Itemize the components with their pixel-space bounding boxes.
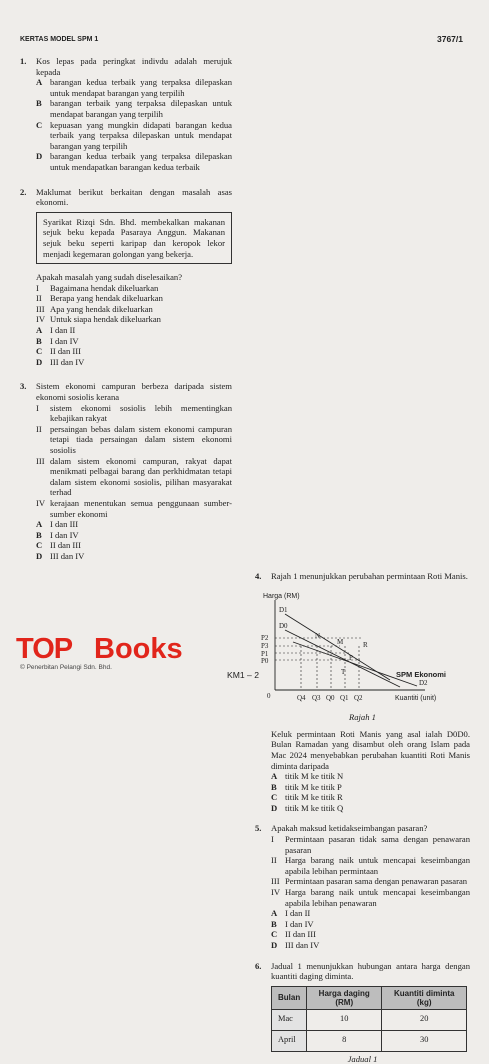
q5-roman-2: II Harga barang naik untuk mencapai keseimbangan apabila lebihan permintaan xyxy=(271,855,470,876)
label-q1: Q1 xyxy=(340,694,349,703)
q5-stem: Apakah maksud ketidakseimbangan pasaran? xyxy=(271,823,428,834)
label-d1: D1 xyxy=(279,606,288,615)
question-5: 5. Apakah maksud ketidakseimbangan pasaran? I Permintaan pasaran tidak sama dengan penawaran pasaran II Harga barang naik untuk mencapai keseimbangan apabila lebihan permintaan III Permintaan pasaran sama dengan penawaran pasaran IV Harga barang naik untuk mencapai keseimbangan apabila lebihan penawaran A I dan II B I dan IV C II dan III D III dan IV xyxy=(255,823,470,950)
q5-option-d[interactable]: D III dan IV xyxy=(271,940,320,950)
logo-books-text: Books xyxy=(94,633,183,665)
q5-roman-3: III Permintaan pasaran sama dengan penawaran pasaran xyxy=(271,876,468,887)
label-p1: P1 xyxy=(261,650,269,659)
col-header-price: Harga daging (RM) xyxy=(307,986,382,1009)
logo-top-text: TOP xyxy=(16,633,73,665)
col-header-month: Bulan xyxy=(272,986,307,1009)
label-p2: P2 xyxy=(261,634,269,643)
q1-stem: Kos lepas pada peringkat indivdu adalah merujuk kepada xyxy=(36,56,232,77)
label-p3: P3 xyxy=(261,642,269,651)
label-d2: D2 xyxy=(419,679,428,688)
q2-roman-4: IV Untuk siapa hendak dikeluarkan xyxy=(36,314,161,325)
q3-option-c[interactable]: C II dan III xyxy=(36,540,82,551)
question-3: 3. Sistem ekonomi campuran berbeza daripada sistem ekonomi sosiolis kerana I sistem ekonomi sosiolis lebih mementingkan kebajikan rakyat II persaingan bebas dalam sistem ekonomi campuran tetapi tiada persaingan dalam sistem ekonomi sosiolis III dalam sistem ekonomi campuran, rakyat dapat menikmati pelbagai barang dan perkhidmatan tetapi dalam sistem ekonomi sosiolis, pilihan masyarakat terhad IV kerajaan menentukan semua penggunaan sumber-sumber ekonomi A I dan III B I dan IV C II dan III D III dan IV xyxy=(20,381,232,561)
q4-paragraph: Keluk permintaan Roti Manis yang asal ialah D0D0. Bulan Ramadan yang disambut oleh orang Islam pada Mac 2024 menyebabkan perubahan kuantiti Roti Manis diminta daripada xyxy=(271,728,470,771)
q2-info-box: Syarikat Rizqi Sdn. Bhd. membekalkan makanan sejuk beku kepada Pasaraya Anggun. Makanan sejuk beku seperti karipap dan keropok lekor menjadi kegemaran golongan yang bekerja. xyxy=(36,212,232,264)
subject-label: SPM Ekonomi xyxy=(396,670,447,679)
q3-stem: Sistem ekonomi campuran berbeza daripada sistem ekonomi sosiolis kerana xyxy=(36,381,232,403)
paper-code: 3767/1 xyxy=(437,34,463,44)
price-quantity-table xyxy=(271,986,467,1052)
table-row: April 8 30 xyxy=(272,1030,467,1051)
q5-option-c[interactable]: C II dan III xyxy=(271,929,317,940)
right-column xyxy=(255,571,470,1064)
q3-roman-1: I sistem ekonomi sosiolis lebih mementingkan kebajikan rakyat xyxy=(36,402,232,424)
q3-option-b[interactable]: B I dan IV xyxy=(36,529,79,540)
q4-option-a[interactable]: A titik M ke titik N xyxy=(271,771,344,782)
q2-stem: Maklumat berikut berkaitan dengan masalah asas ekonomi. xyxy=(36,186,232,208)
label-p0: P0 xyxy=(261,657,269,666)
q1-option-b[interactable]: B barangan terbaik yang terpaksa dilepaskan untuk mendapat barangan yang terpilih xyxy=(36,98,232,119)
x-axis-label: Kuantiti (unit) xyxy=(395,695,437,703)
q3-roman-3: III dalam sistem ekonomi campuran, rakyat dapat menikmati pelbagai barang dan perkhidmatan tetapi dalam sistem ekonomi sosiolis, pilihan masyarakat terhad xyxy=(36,455,232,498)
question-1: 1. Kos lepas pada peringkat indivdu adalah merujuk kepada A barangan kedua terbaik yang terpaksa dilepaskan untuk mendapat barangan yang terpilih B barangan terbaik yang terpaksa dilepaskan untuk mendapat barangan yang terpilih C kepuasan yang mungkin didapati barangan kedua terbaik yang terpaksa dilepaskan untuk mendapat barangan yang terpilih D barangan kedua terbaik yang terpaksa dilepaskan untuk mendapatkan barangan kedua terbaik xyxy=(20,56,232,172)
q4-option-d[interactable]: D titik M ke titik Q xyxy=(271,802,344,813)
q5-option-b[interactable]: B I dan IV xyxy=(271,918,314,929)
q3-option-d[interactable]: D III dan IV xyxy=(36,550,85,561)
question-4-body xyxy=(255,729,470,814)
label-m: M xyxy=(337,638,344,647)
q2-option-a[interactable]: A I dan II xyxy=(36,325,76,336)
q2-option-c[interactable]: C II dan III xyxy=(36,346,82,357)
col-header-quantity: Kuantiti diminta (kg) xyxy=(382,986,467,1009)
label-p: P xyxy=(349,654,353,663)
q3-option-a[interactable]: A I dan III xyxy=(36,519,79,530)
q4-option-b[interactable]: B titik M ke titik P xyxy=(271,781,342,792)
diagram-svg xyxy=(255,590,465,710)
q5-roman-1: I Permintaan pasaran tidak sama dengan penawaran pasaran xyxy=(271,834,470,855)
q3-roman-2: II persaingan bebas dalam sistem ekonomi campuran tetapi tiada persaingan dalam sistem ekonomi sosiolis xyxy=(36,423,232,455)
q5-roman-4: IV Harga barang naik untuk mencapai keseimbangan apabila lebihan penawaran xyxy=(271,887,470,908)
q5-option-a[interactable]: A I dan II xyxy=(271,908,311,919)
topbooks-logo xyxy=(16,633,221,673)
curve-d2 xyxy=(293,642,417,686)
question-4: 4. Rajah 1 menunjukkan perubahan permintaan Roti Manis. xyxy=(255,571,470,582)
q2-option-b[interactable]: B I dan IV xyxy=(36,335,79,346)
label-r: R xyxy=(363,641,368,650)
publisher-credit: © Penerbitan Pelangi Sdn. Bhd. xyxy=(20,664,112,671)
q1-option-d[interactable]: D barangan kedua terbaik yang terpaksa dilepaskan untuk mendapatkan barangan kedua terbaik xyxy=(36,151,232,172)
q4-stem: Rajah 1 menunjukkan perubahan permintaan Roti Manis. xyxy=(271,570,468,581)
label-t: T xyxy=(341,668,346,677)
q3-roman-4: IV kerajaan menentukan semua penggunaan sumber-sumber ekonomi xyxy=(36,497,232,519)
q2-ask: Apakah masalah yang sudah diselesaikan? xyxy=(36,272,183,283)
origin-label: 0 xyxy=(267,692,271,701)
left-column xyxy=(20,56,232,562)
label-n: N xyxy=(315,632,321,641)
demand-supply-diagram xyxy=(255,590,465,710)
q2-roman-1: I Bagaimana hendak dikeluarkan xyxy=(36,282,159,293)
label-q3: Q3 xyxy=(312,694,321,703)
label-q0: Q0 xyxy=(326,694,335,703)
question-2: 2. Maklumat berikut berkaitan dengan masalah asas ekonomi. Syarikat Rizqi Sdn. Bhd. membekalkan makanan sejuk beku kepada Pasaraya Anggun. Makanan sejuk beku seperti karipap dan keropok lekor menjadi kegemaran golongan yang bekerja. Apakah masalah yang sudah diselesaikan? I Bagaimana hendak dikeluarkan II Berapa yang hendak dikeluarkan III Apa yang hendak dikeluarkan IV Untuk siapa hendak dikeluarkan A I dan II B I dan IV C II dan III D III dan IV xyxy=(20,186,232,367)
y-axis-label: Harga (RM) xyxy=(263,593,300,601)
q2-roman-2: II Berapa yang hendak dikeluarkan xyxy=(36,293,163,304)
q2-option-d[interactable]: D III dan IV xyxy=(36,356,85,367)
q4-option-c[interactable]: C titik M ke titik R xyxy=(271,792,343,803)
label-q4: Q4 xyxy=(297,694,306,703)
question-6: 6. Jadual 1 menunjukkan hubungan antara harga dengan kuantiti daging diminta. Bulan Harga daging (RM) Kuantiti diminta (kg) Mac 10 20 April 8 30 Jadual 1 xyxy=(255,960,470,1064)
q6-stem: Jadual 1 menunjukkan hubungan antara harga dengan kuantiti daging diminta. xyxy=(271,960,470,982)
table-row: Mac 10 20 xyxy=(272,1009,467,1030)
table-caption: Jadual 1 xyxy=(347,1053,378,1064)
page-number: KM1 – 2 xyxy=(227,670,260,680)
figure-caption: Rajah 1 xyxy=(349,712,376,723)
label-q2: Q2 xyxy=(354,694,363,703)
header-title: KERTAS MODEL SPM 1 xyxy=(20,36,99,43)
q1-option-c[interactable]: C kepuasan yang mungkin didapati barangan kedua terbaik yang terpaksa dilepaskan untuk mendapat barangan yang terpilih xyxy=(36,119,232,151)
q2-roman-3: III Apa yang hendak dikeluarkan xyxy=(36,303,153,314)
label-d0: D0 xyxy=(279,622,288,631)
q1-option-a[interactable]: A barangan kedua terbaik yang terpaksa dilepaskan untuk mendapat barangan yang terpilih xyxy=(36,77,232,98)
